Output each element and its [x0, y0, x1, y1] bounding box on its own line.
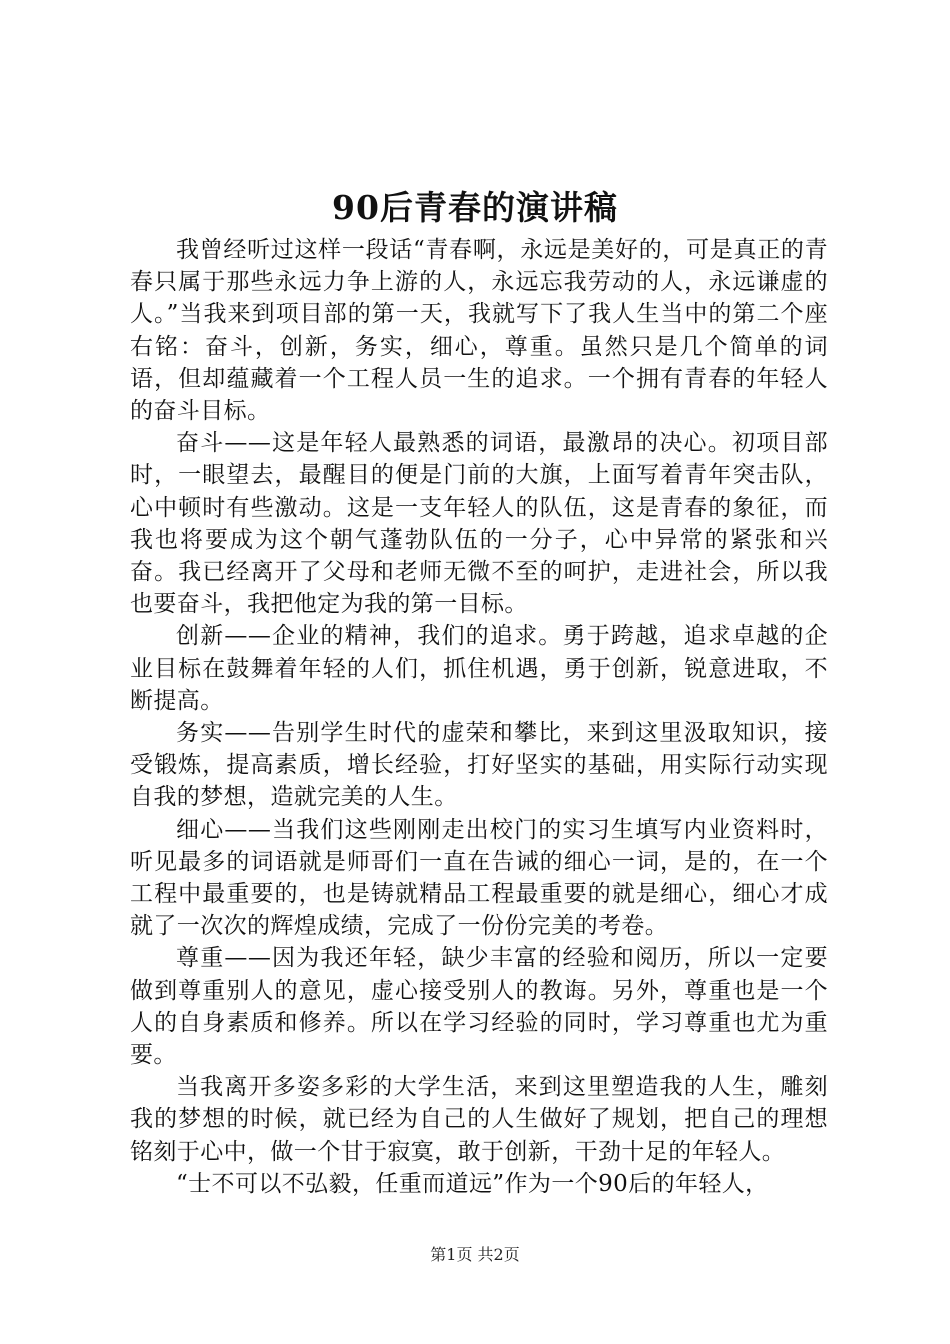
paragraph: 奋斗——这是年轻人最熟悉的词语，最激昂的决心。初项目部时，一眼望去，最醒目的便是门前的大旗，上面写着青年突击队，心中顿时有些激动。这是一支年轻人的队伍，这是青春的象征，而我也将要成为这个朝气蓬勃队伍的一分子，心中异常的紧张和兴奋。我已经离开了父母和老师无微不至的呵护，走进社会，所以我也要奋斗，我把他定为我的第一目标。 — [130, 430, 828, 618]
paragraph: “士不可以不弘毅，任重而道远”作为一个90后的年轻人， — [176, 1170, 769, 1197]
paragraph: 当我离开多姿多彩的大学生活，来到这里塑造我的人生，雕刻我的梦想的时候，就已经为自己的人生做好了规划，把自己的理想铭刻于心中，做一个甘于寂寞，敢于创新，干劲十足的年轻人。 — [130, 1074, 828, 1165]
paragraph: 创新——企业的精神，我们的追求。勇于跨越，追求卓越的企业目标在鼓舞着年轻的人们，抓住机遇，勇于创新，锐意进取，不断提高。 — [130, 623, 828, 714]
page-footer: 第1页 共2页 — [430, 1245, 520, 1264]
paragraph: 我曾经听过这样一段话“青春啊，永远是美好的，可是真正的青春只属于那些永远力争上游的人，永远忘我劳动的人，永远谦虚的人。”当我来到项目部的第一天，我就写下了我人生当中的第二个座右铭：奋斗，创新，务实，细心，尊重。虽然只是几个简单的词语，但却蕴藏着一个工程人员一生的追求。一个拥有青春的年轻人的奋斗目标。 — [130, 237, 828, 425]
paragraph: 尊重——因为我还年轻，缺少丰富的经验和阅历，所以一定要做到尊重别人的意见，虚心接受别人的教诲。另外，尊重也是一个人的自身素质和修养。所以在学习经验的同时，学习尊重也尤为重要。 — [130, 945, 828, 1069]
paragraph: 细心——当我们这些刚刚走出校门的实习生填写内业资料时，听见最多的词语就是师哥们一直在告诫的细心一词，是的，在一个工程中最重要的，也是铸就精品工程最重要的就是细心，细心才成就了一次次的辉煌成绩，完成了一份份完美的考卷。 — [130, 816, 828, 940]
paragraph: 务实——告别学生时代的虚荣和攀比，来到这里汲取知识，接受锻炼，提高素质，增长经验，打好坚实的基础，用实际行动实现自我的梦想，造就完美的人生。 — [130, 720, 828, 811]
document-title: 90后青春的演讲稿 — [332, 188, 618, 227]
document-body — [130, 234, 828, 1200]
